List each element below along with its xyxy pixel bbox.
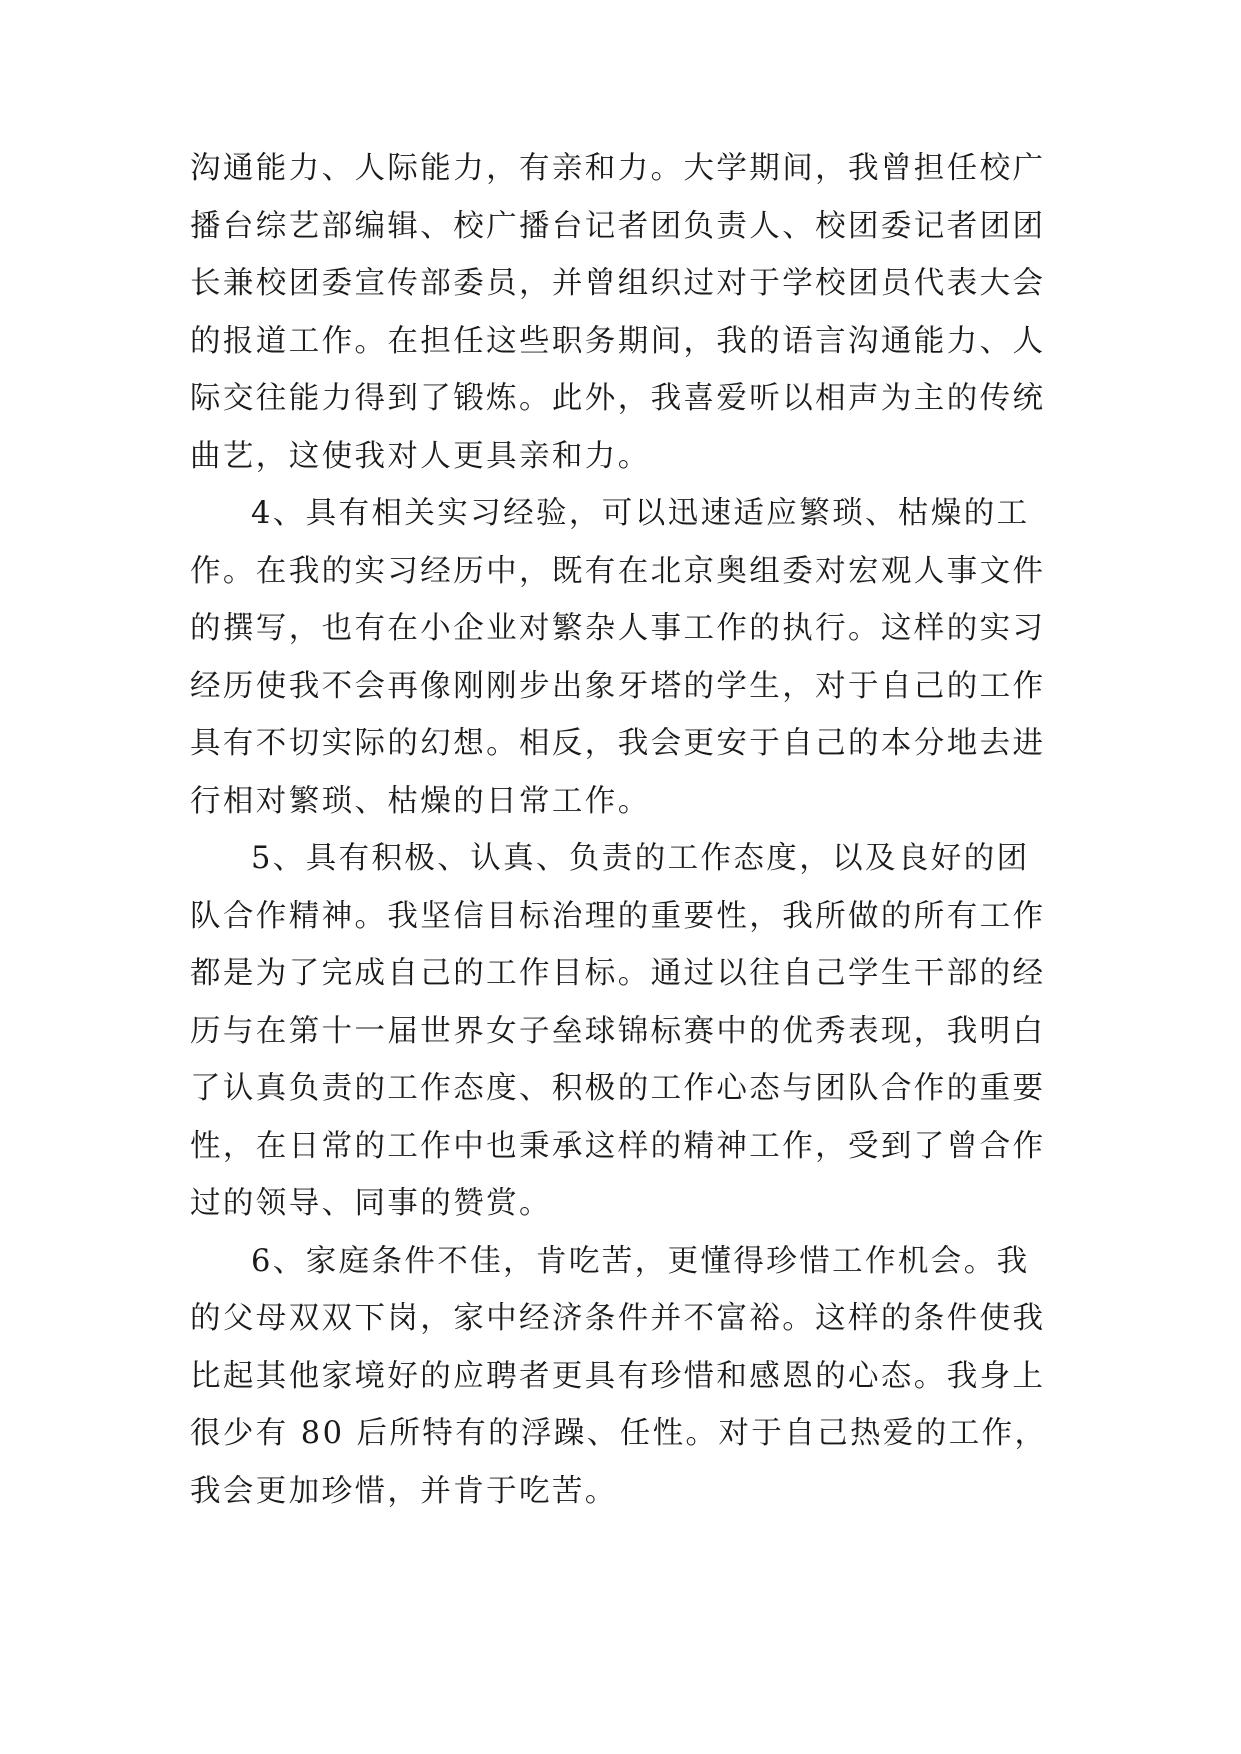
text-line: 了认真负责的工作态度、积极的工作心态与团队合作的重要 — [190, 1071, 1046, 1106]
text-line: 过的领导、同事的赞赏。 — [190, 1186, 552, 1221]
text-line: 际交往能力得到了锻炼。此外，我喜爱听以相声为主的传统 — [190, 381, 1046, 416]
text-line: 4、具有相关实习经验，可以迅速适应繁琐、枯燥的工 — [251, 496, 1030, 531]
text-line: 的父母双双下岗，家中经济条件并不富裕。这样的条件使我 — [190, 1301, 1046, 1336]
text-line: 6、家庭条件不佳，肯吃苦，更懂得珍惜工作机会。我 — [251, 1243, 1030, 1279]
text-line: 历与在第十一届世界女子垒球锦标赛中的优秀表现，我明白 — [190, 1013, 1046, 1049]
paragraph-item-6-family — [190, 1233, 1052, 1521]
paragraph-item-5-attitude — [190, 830, 1052, 1233]
paragraph-communication-skills — [190, 140, 1052, 485]
text-line: 性，在日常的工作中也秉承这样的精神工作，受到了曾合作 — [190, 1128, 1046, 1164]
text-line: 具有不切实际的幻想。相反，我会更安于自己的本分地去进 — [190, 726, 1046, 761]
text-line: 都是为了完成自己的工作目标。通过以往自己学生干部的经 — [190, 956, 1046, 991]
text-line: 曲艺，这使我对人更具亲和力。 — [190, 438, 651, 474]
text-line: 经历使我不会再像刚刚步出象牙塔的学生，对于自己的工作 — [190, 668, 1046, 704]
text-line: 长兼校团委宣传部委员，并曾组织过对于学校团员代表大会 — [190, 266, 1046, 301]
text-line: 的撰写，也有在小企业对繁杂人事工作的执行。这样的实习 — [190, 611, 1046, 646]
text-line: 播台综艺部编辑、校广播台记者团负责人、校团委记者团团 — [190, 208, 1046, 244]
text-line: 很少有 80 后所特有的浮躁、任性。对于自己热爱的工作， — [190, 1416, 1048, 1451]
text-line: 沟通能力、人际能力，有亲和力。大学期间，我曾担任校广 — [190, 151, 1046, 186]
text-line: 作。在我的实习经历中，既有在北京奥组委对宏观人事文件 — [190, 553, 1046, 589]
text-line: 队合作精神。我坚信目标治理的重要性，我所做的所有工作 — [190, 898, 1046, 934]
text-line: 5、具有积极、认真、负责的工作态度，以及良好的团 — [251, 841, 1030, 876]
text-line: 行相对繁琐、枯燥的日常工作。 — [190, 783, 651, 819]
text-line: 的报道工作。在担任这些职务期间，我的语言沟通能力、人 — [190, 323, 1046, 359]
text-line: 我会更加珍惜，并肯于吃苦。 — [190, 1473, 618, 1509]
text-line: 比起其他家境好的应聘者更具有珍惜和感恩的心态。我身上 — [190, 1358, 1046, 1394]
document-body — [190, 140, 1052, 1520]
paragraph-item-4-internship — [190, 485, 1052, 830]
